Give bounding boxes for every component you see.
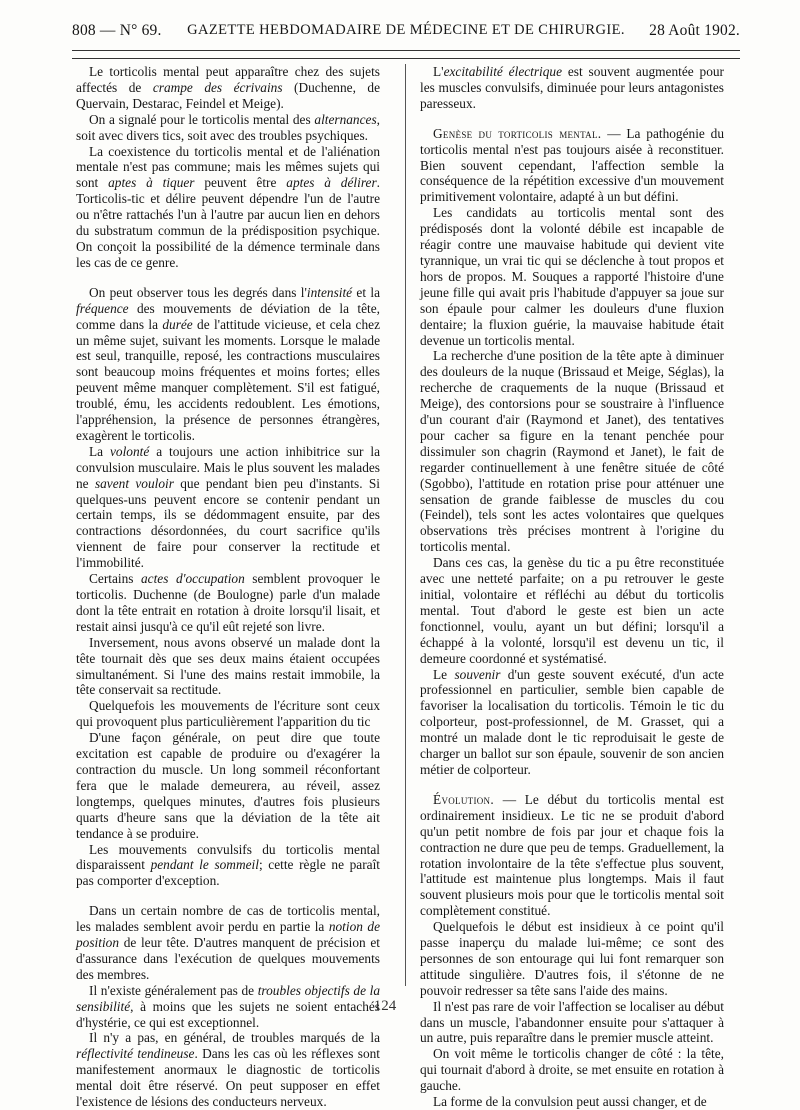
paragraph: On peut observer tous les degrés dans l'intensité et la fréquence des mouvements de déviation de la tête, comme dans la durée de l'attitude vicieuse, et cela chez un même sujet, suivant les moments. Lorsque le malade est seul, tranquille, reposé, les contractions musculaires sont beaucoup moins fréquentes et moins fortes; elles peuvent même manquer complètement. S'il est fatigué, troublé, ému, les accidents redoublent. Les émotions, l'appréhension, la présence de personnes étrangères, exagèrent le torticolis. [76, 284, 381, 443]
paragraph: Le torticolis mental peut apparaître chez des sujets affectés de crampe des écrivains (Duchenne, de Quervain, Destarac, Feindel et Meige). [76, 64, 381, 111]
paragraph: Dans ces cas, la genèse du tic a pu être reconstituée avec une netteté parfaite; on a pu retrouver le geste initial, volontaire et réfléchi au début du torticolis mental. Tout d'abord le geste est bien un acte fonctionnel, voulu, ayant un but défini; lorsqu'il a échappé à la volonté, lorsqu'il est devenu un tic, il demeure coordonné et systématisé. [420, 555, 724, 666]
header-rule-bottom [72, 58, 740, 59]
paragraph: La forme de la convulsion peut aussi changer, et de [433, 1094, 707, 1110]
paragraph: Il n'y a pas, en général, de troubles marqués de la réflectivité tendineuse. Dans les cas où les réflexes sont manifestement anormaux le diagnostic de torticolis mental doit être réservé. On peut supposer en effet l'existence de lésions des conducteurs nerveux. [76, 1030, 380, 1110]
page-number: 808 — N° 69. [72, 22, 162, 39]
issue-date: 28 Août 1902. [649, 22, 740, 39]
header-rule-top [72, 50, 740, 51]
section-heading: Genèse du torticolis mental. [433, 125, 602, 141]
paragraph: L'excitabilité électrique est souvent augmentée pour les muscles convulsifs, diminuée pour leurs antagonistes paresseux. [420, 64, 725, 111]
section-paragraph-genese: Genèse du torticolis mental. — La pathogénie du torticolis mental n'est pas toujours aisée à reconstituer. Bien souvent cependant, l'affection semble la conséquence de la répétition excessive d'un mouvement primitivement volontaire, adapté à un but défini. [420, 125, 724, 205]
left-column [76, 64, 380, 1110]
page-folio: 124 [373, 998, 397, 1014]
right-column [420, 64, 724, 1110]
paragraph: La volonté a toujours une action inhibitrice sur la convulsion musculaire. Mais le plus souvent les malades ne savent vouloir que pendant bien peu d'instants. Si quelques-uns peuvent encore se contenir pendant un certain temps, ils se dédommagent ensuite, par des contractions désordonnées, du court sacrifice qu'ils viennent de faire pour conserver la rectitude et l'immobilité. [76, 443, 380, 571]
paragraph: Dans un certain nombre de cas de torticolis mental, les malades semblent avoir perdu en partie la notion de position de leur tête. D'autres manquent de précision et d'assurance dans l'exécution de quelques mouvements des membres. [76, 903, 380, 982]
section-heading: Évolution. [433, 791, 494, 807]
paragraph: Quelquefois le début est insidieux à ce point qu'il passe inaperçu du malade lui-même; ce sont des personnes de son entourage qui lui font remarquer son attitude singulière. D'autres fois, il s'étonne de ne pouvoir redresser sa tête sans l'aide des mains. [420, 919, 724, 998]
paragraph: Les mouvements convulsifs du torticolis mental disparaissent pendant le sommeil; cette règle ne paraît pas comporter d'exception. [76, 841, 380, 889]
paragraph: Il n'existe généralement pas de troubles objectifs de la sensibilité, à moins que les sujets ne soient entachés d'hystérie, ce qui est exceptionnel. [76, 982, 381, 1030]
journal-title: GAZETTE HEBDOMADAIRE DE MÉDECINE ET DE CHIRURGIE. [187, 22, 625, 38]
paragraph: D'une façon générale, on peut dire que toute excitation est capable de produire ou d'exagérer la contraction du muscle. Un long sommeil réconfortant fera que le malade demeurera, au réveil, assez longtemps, quelques minutes, d'autres fois plusieurs quarts d'heure sans que la déviation de la tête ait tendance à se produire. [76, 730, 380, 841]
running-header [72, 22, 740, 44]
paragraph: On a signalé pour le torticolis mental des alternances, soit avec divers tics, soit avec des troubles psychiques. [76, 111, 380, 143]
section-paragraph-evolution: Évolution. — Le début du torticolis mental est ordinairement insidieux. Le tic ne se produit d'abord qu'un petit nombre de fois par jour et chaque fois la contraction ne dure que peu de temps. Graduellement, la rotation involontaire de la tête s'effectue plus souvent, l'attitude est maintenue plus longtemps. Mais il faut souvent plusieurs mois pour que le torticolis mental soit complètement constitué. [420, 791, 724, 919]
paragraph: Certains actes d'occupation semblent provoquer le torticolis. Duchenne (de Boulogne) parle d'un malade dont la tête entrait en rotation à droite lorsqu'il lisait, et restait ainsi jusqu'à ce qu'il eût rejeté son livre. [76, 571, 380, 634]
paragraph: Il n'est pas rare de voir l'affection se localiser au début dans un muscle, l'abandonner ensuite pour s'attaquer à un autre, puis reparaître dans le premier muscle atteint. [420, 998, 724, 1046]
column-divider [405, 64, 406, 986]
paragraph: La coexistence du torticolis mental et de l'aliénation mentale n'est pas commune; mais les mêmes sujets qui sont aptes à tiquer peuvent être aptes à délirer. Torticolis-tic et délire peuvent dépendre l'un de l'autre ou n'être rattachés l'un à l'autre par aucun lien en dehors du substratum commun de la prédisposition psychique. On conçoit la possibilité de la démence terminale dans les cas de ce genre. [76, 143, 380, 270]
paragraph: Quelquefois les mouvements de l'écriture sont ceux qui provoquent plus particulièrement l'apparition du tic [76, 698, 380, 730]
paragraph: On voit même le torticolis changer de côté : la tête, qui tournait d'abord à droite, se met ensuite en rotation à gauche. [420, 1046, 724, 1094]
paragraph: La recherche d'une position de la tête apte à diminuer des douleurs de la nuque (Brissaud et Meige, Séglas), la recherche de craquements de la nuque (Brissaud et Meige), des contorsions pour se soustraire à l'influence d'un courant d'air (Raymond et Janet), des tentatives pour cacher sa figure en la tenant penchée pour dissimuler son chagrin (Raymond et Janet), le fait de regarder continuellement à une fenêtre située de côté (Sgobbo), l'attitude en rotation prise pour atténuer une sensation de grande faiblesse de muscles du cou (Feindel), tels sont les actes volontaires que quelques observations très précises montrent à l'origine du torticolis mental. [420, 348, 724, 555]
paragraph: Le souvenir d'un geste souvent exécuté, d'un acte professionnel en particulier, semble bien capable de favoriser la localisation du torticolis. Témoin le tic du colporteur, post-professionnel, de M. Grasset, qui a montré un malade dont le tic reproduisait le geste de charger un ballot sur son épaule, souvenir de son ancien métier de colporteur. [420, 666, 724, 777]
paragraph: Inversement, nous avons observé un malade dont la tête tournait dès que ses deux mains étaient occupées simultanément. Si l'une des mains restait immobile, la tête conservait sa rectitude. [76, 634, 380, 698]
paragraph: Les candidats au torticolis mental sont des prédisposés dont la volonté débile est incapable de réagir contre une mauvaise habitude qui devient vite tyrannique, un vrai tic qui se déclenche à tout propos et hors de propos. M. Souques a rapporté l'histoire d'une jeune fille qui avait pris l'habitude d'appuyer sa joue sur son épaule pour calmer les douleurs d'une fluxion dentaire; la fluxion guérie, la mauvaise habitude était devenue un torticolis mental. [420, 205, 724, 348]
